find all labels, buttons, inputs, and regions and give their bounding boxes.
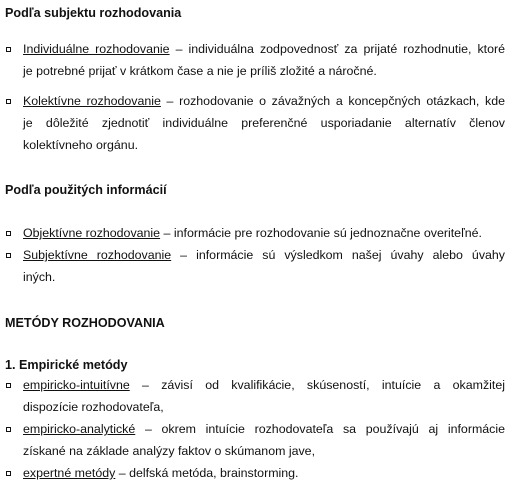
list-item-line: dispozície rozhodovateľa, <box>23 400 164 414</box>
list-item-line: získané na základe analýzy faktov o skúmanom jave, <box>23 444 316 458</box>
term-label: expertné metódy <box>23 466 116 480</box>
list-item-line: Subjektívne rozhodovanie – informácie sú výsledkom našej úvahy alebo úvahy <box>23 248 505 262</box>
section-heading-information: Podľa použitých informácií <box>5 183 167 197</box>
subsection-heading-empirical: 1. Empirické metódy <box>5 358 128 372</box>
list-item <box>5 38 505 82</box>
checkbox-bullet-icon <box>6 471 11 476</box>
section-heading-methods: METÓDY ROZHODOVANIA <box>5 316 165 330</box>
list-item-line: je potrebné prijať v krátkom čase a nie je príliš zložité a náročné. <box>23 64 377 78</box>
list-item-line: expertné metódy – delfská metóda, brainstorming. <box>23 466 299 480</box>
list-item <box>5 222 505 244</box>
term-label: Subjektívne rozhodovanie <box>23 248 172 262</box>
list-item <box>5 244 505 288</box>
checkbox-bullet-icon <box>6 427 11 432</box>
list-item-line: Individuálne rozhodovanie – individuálna zodpovednosť za prijaté rozhodnutie, ktoré <box>23 42 505 56</box>
checkbox-bullet-icon <box>6 253 11 258</box>
checkbox-bullet-icon <box>6 383 11 388</box>
checkbox-bullet-icon <box>6 99 11 104</box>
list-item-line: je dôležité zjednotiť individuálne preferenčné usporiadanie alternatív členov <box>23 116 505 130</box>
checkbox-bullet-icon <box>6 47 11 52</box>
checkbox-bullet-icon <box>6 231 11 236</box>
list-item <box>5 418 505 462</box>
list-item-line: Objektívne rozhodovanie – informácie pre rozhodovanie sú jednoznačne overiteľné. <box>23 226 482 240</box>
list-item-line: iných. <box>23 270 56 284</box>
list-item-line: empiricko-analytické – okrem intuície rozhodovateľa sa používajú aj informácie <box>23 422 505 436</box>
list-item-line: empiricko-intuitívne – závisí od kvalifikácie, skúseností, intuície a okamžitej <box>23 378 505 392</box>
list-item <box>5 90 505 156</box>
term-label: Objektívne rozhodovanie <box>23 226 161 240</box>
list-item <box>5 462 505 484</box>
list-item-line: kolektívneho orgánu. <box>23 138 139 152</box>
term-label: Individuálne rozhodovanie <box>23 42 170 56</box>
list-item <box>5 374 505 418</box>
list-item-line: Kolektívne rozhodovanie – rozhodovanie o závažných a koncepčných otázkach, kde <box>23 94 505 108</box>
term-label: empiricko-analytické <box>23 422 136 436</box>
section-heading-subject: Podľa subjektu rozhodovania <box>5 6 182 20</box>
term-label: empiricko-intuitívne <box>23 378 130 392</box>
term-label: Kolektívne rozhodovanie <box>23 94 161 108</box>
